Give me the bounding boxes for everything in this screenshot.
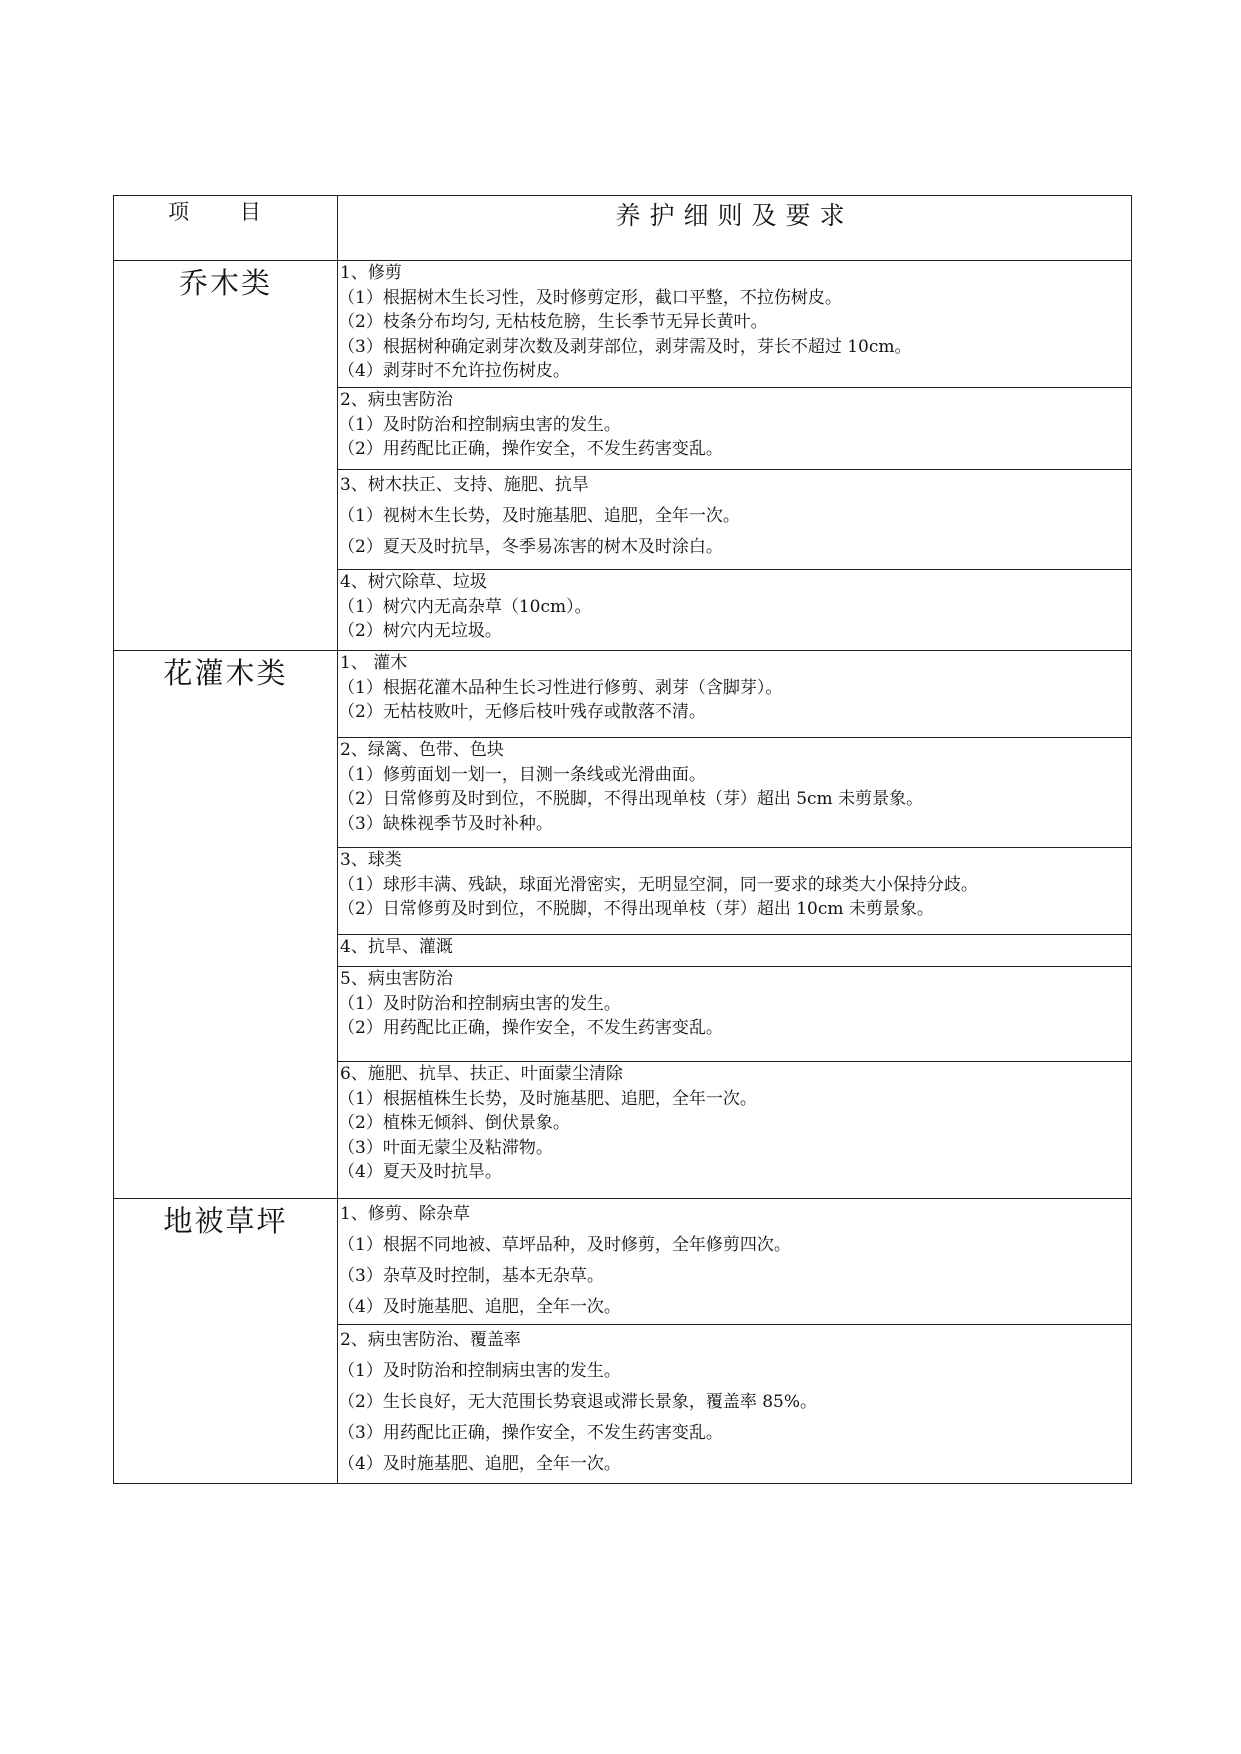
requirement-line: （2）日常修剪及时到位，不脱脚，不得出现单枝（芽）超出 10cm 未剪景象。 [338, 899, 934, 919]
section-title: 4、树穴除草、垃圾 [340, 572, 487, 592]
requirement-line: （2）无枯枝败叶，无修后枝叶残存或散落不清。 [338, 702, 706, 722]
requirement-line: （2）枝条分布均匀, 无枯枝危膀，生长季节无异长黄叶。 [338, 312, 768, 332]
category-name: 乔木类 [114, 261, 338, 651]
requirement-line: （3）杂草及时控制，基本无杂草。 [338, 1266, 604, 1286]
requirement-line: （1）根据不同地被、草坪品种，及时修剪，全年修剪四次。 [338, 1235, 791, 1255]
requirement-line: （3）缺株视季节及时补种。 [338, 813, 553, 834]
maintenance-table [113, 195, 1132, 1484]
section-row [114, 1199, 1132, 1325]
section-title: 2、绿篱、色带、色块 [340, 740, 504, 760]
section-detail [338, 651, 1132, 738]
requirement-line: （4）剥芽时不允许拉伤树皮。 [338, 361, 570, 381]
section-title: 2、病虫害防治、覆盖率 [340, 1330, 521, 1350]
section-title: 1、修剪、除杂草 [340, 1204, 470, 1224]
section-detail [338, 261, 1132, 388]
requirement-line: （1）及时防治和控制病虫害的发生。 [338, 414, 621, 435]
section-detail [338, 738, 1132, 848]
requirement-line: （1）树穴内无高杂草（10cm）。 [338, 596, 592, 617]
requirement-line: （1）视树木生长势，及时施基肥、追肥，全年一次。 [338, 506, 740, 526]
section-detail [338, 935, 1132, 967]
requirement-line: （1）及时防治和控制病虫害的发生。 [338, 1361, 621, 1381]
section-detail [338, 848, 1132, 935]
requirement-line: （1）球形丰满、残缺，球面光滑密实，无明显空洞，同一要求的球类大小保持分歧。 [338, 874, 978, 895]
section-title: 1、 灌木 [340, 653, 408, 673]
section-detail [338, 1062, 1132, 1199]
section-title: 4、抗旱、灌溉 [340, 937, 453, 957]
section-title: 2、病虫害防治 [340, 390, 453, 410]
requirement-line: （1）根据花灌木品种生长习性进行修剪、剥芽（含脚芽）。 [338, 677, 783, 698]
requirement-line: （2）植株无倾斜、倒伏景象。 [338, 1113, 570, 1133]
requirement-line: （2）夏天及时抗旱，冬季易冻害的树木及时涂白。 [338, 537, 723, 557]
requirement-line: （3）叶面无蒙尘及粘滞物。 [338, 1137, 553, 1158]
section-detail [338, 1325, 1132, 1484]
requirement-line: （3）根据树种确定剥芽次数及剥芽部位，剥芽需及时，芽长不超过 10cm。 [338, 336, 912, 357]
section-title: 3、树木扶正、支持、施肥、抗旱 [340, 475, 589, 495]
section-title: 5、病虫害防治 [340, 969, 453, 989]
section-detail [338, 470, 1132, 570]
header-requirements: 养护细则及要求 [338, 196, 1132, 261]
section-detail [338, 388, 1132, 470]
requirement-line: （2）日常修剪及时到位，不脱脚，不得出现单枝（芽）超出 5cm 未剪景象。 [338, 789, 924, 809]
requirement-line: （4）及时施基肥、追肥，全年一次。 [338, 1297, 621, 1317]
section-row [114, 261, 1132, 388]
requirement-line: （1）根据植株生长势，及时施基肥、追肥，全年一次。 [338, 1088, 757, 1109]
requirement-line: （2）用药配比正确，操作安全，不发生药害变乱。 [338, 1018, 723, 1038]
requirement-line: （2）树穴内无垃圾。 [338, 621, 502, 641]
requirement-line: （1）及时防治和控制病虫害的发生。 [338, 993, 621, 1014]
section-row [114, 651, 1132, 738]
requirement-line: （4）及时施基肥、追肥，全年一次。 [338, 1454, 621, 1474]
section-detail [338, 570, 1132, 651]
table-body [114, 261, 1132, 1484]
header-row [114, 196, 1132, 261]
section-title: 1、修剪 [340, 263, 402, 283]
requirement-line: （3）用药配比正确，操作安全，不发生药害变乱。 [338, 1423, 723, 1443]
section-title: 6、施肥、抗旱、扶正、叶面蒙尘清除 [340, 1064, 623, 1084]
category-name: 花灌木类 [114, 651, 338, 1199]
section-title: 3、球类 [340, 850, 402, 870]
requirement-line: （2）用药配比正确，操作安全，不发生药害变乱。 [338, 439, 723, 459]
requirement-line: （1）根据树木生长习性，及时修剪定形，截口平整，不拉伤树皮。 [338, 287, 842, 308]
section-detail [338, 967, 1132, 1062]
requirement-line: （4）夏天及时抗旱。 [338, 1162, 502, 1182]
requirement-line: （2）生长良好，无大范围长势衰退或滞长景象，覆盖率 85%。 [338, 1392, 818, 1412]
category-name: 地被草坪 [114, 1199, 338, 1484]
header-item: 项 目 [114, 196, 338, 261]
section-detail [338, 1199, 1132, 1325]
requirement-line: （1）修剪面划一划一，目测一条线或光滑曲面。 [338, 764, 706, 785]
